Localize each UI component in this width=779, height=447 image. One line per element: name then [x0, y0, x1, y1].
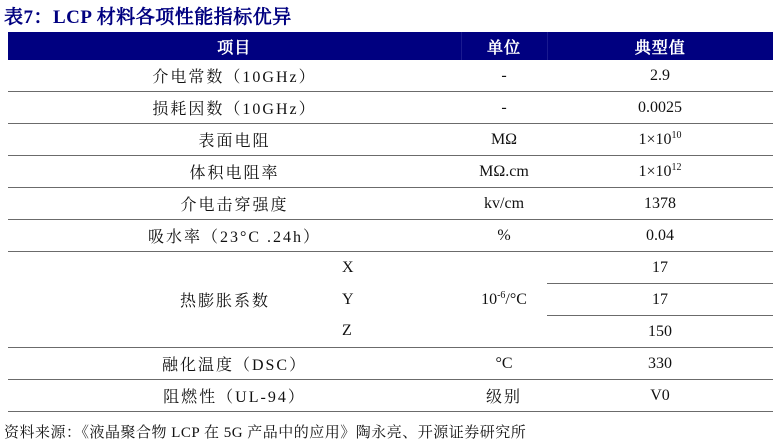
row-axis: X: [342, 258, 354, 276]
row-item: 损耗因数（10GHz）: [8, 92, 461, 124]
table-row: [8, 124, 773, 156]
table-row: [8, 156, 773, 188]
row-item: 体积电阻率: [8, 156, 461, 188]
row-value: 0.0025: [547, 92, 773, 124]
table-row: [8, 220, 773, 252]
table-title: 表7：LCP 材料各项性能指标优异: [4, 7, 292, 28]
row-unit: °C: [461, 348, 547, 380]
row-value: V0: [547, 380, 773, 412]
row-item: 介电常数（10GHz）: [8, 60, 461, 92]
row-value: $1\times 10^{12}$: [547, 156, 773, 188]
row-unit: %: [461, 220, 547, 252]
source-note: 资料来源：《液晶聚合物 LCP 在 5G 产品中的应用》陶永亮、开源证券研究所: [4, 425, 527, 441]
row-value: 1378: [547, 188, 773, 220]
table-row: [8, 380, 773, 412]
row-item-thermal: 热膨胀系数: [8, 252, 278, 348]
row-unit: MΩ.cm: [461, 156, 547, 188]
header-value: 典型值: [547, 32, 773, 60]
table-row: [8, 348, 773, 380]
row-item: 融化温度（DSC）: [8, 348, 461, 380]
header-unit: 单位: [461, 32, 547, 60]
row-unit: kv/cm: [461, 188, 547, 220]
row-item: 表面电阻: [8, 124, 461, 156]
row-unit: -: [461, 92, 547, 124]
row-unit-thermal: $10^{-6}/^\circ C$: [461, 252, 547, 348]
row-axis: Z: [278, 316, 461, 348]
row-value: 0.04: [547, 220, 773, 252]
row-item: 介电击穿强度: [8, 188, 461, 220]
row-value: $1\times 10^{10}$: [547, 124, 773, 156]
row-value: 17: [547, 252, 773, 284]
row-unit: -: [461, 60, 547, 92]
table-row: [8, 92, 773, 124]
table-row: [8, 60, 773, 92]
row-value: 2.9: [547, 60, 773, 92]
table-row-thermal-x: [8, 252, 773, 284]
row-unit: 级别: [461, 380, 547, 412]
row-axis: Y: [342, 290, 354, 308]
lcp-properties-table: [8, 32, 773, 412]
row-value: 17: [547, 284, 773, 316]
row-value: 150: [547, 316, 773, 348]
row-item: 阻燃性（UL-94）: [8, 380, 461, 412]
header-item: 项目: [8, 32, 461, 60]
row-unit: MΩ: [461, 124, 547, 156]
table-row: [8, 188, 773, 220]
row-value: 330: [547, 348, 773, 380]
table-header-row: [8, 32, 773, 60]
row-item: 吸水率（23°C .24h）: [8, 220, 461, 252]
